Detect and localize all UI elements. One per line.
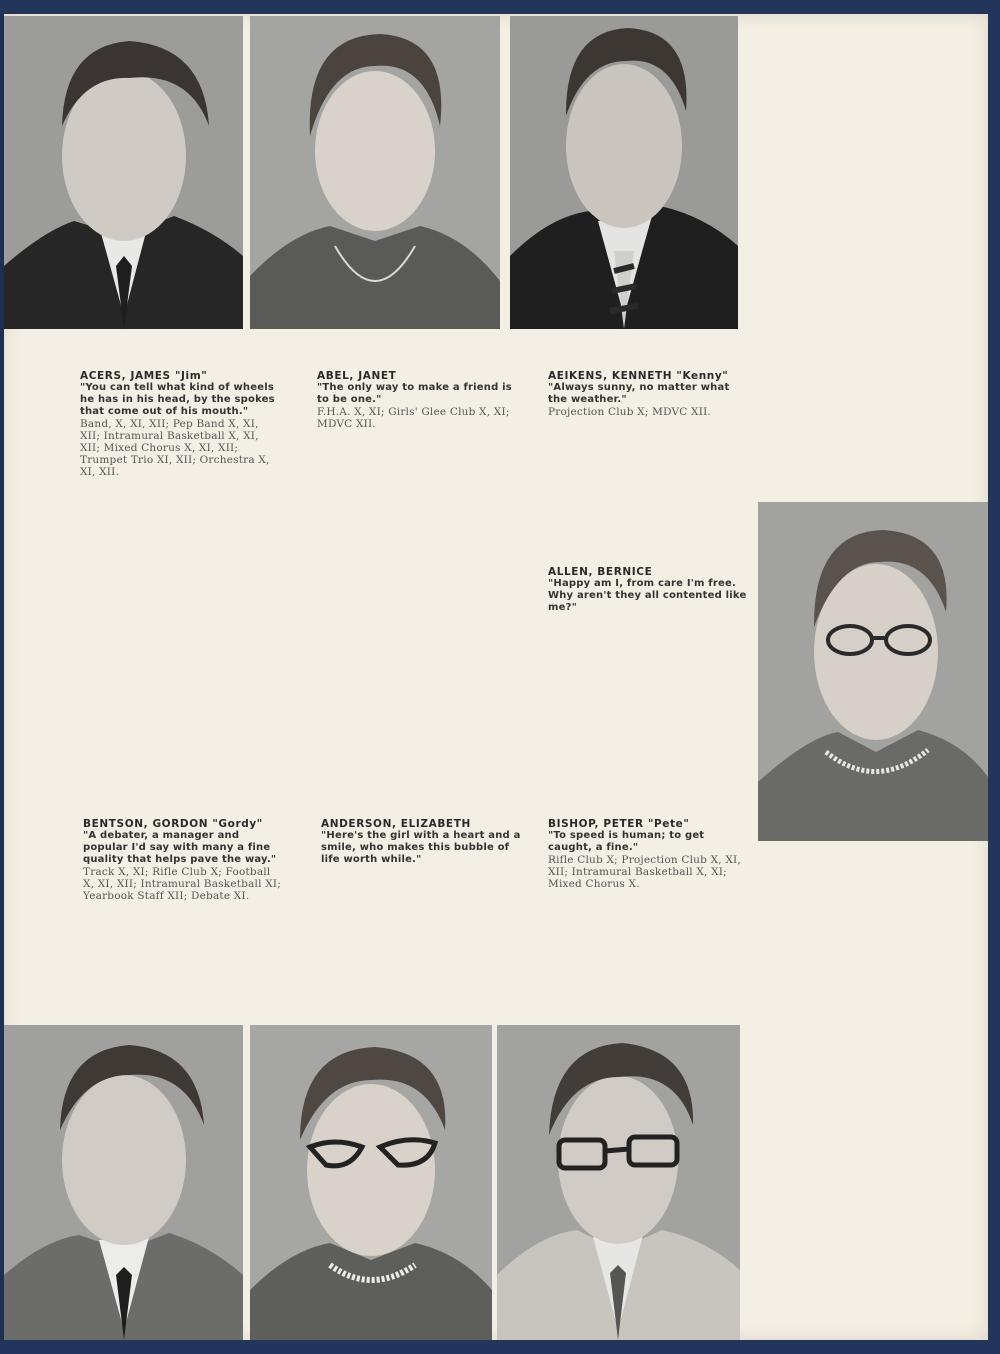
photo-bentson	[4, 1025, 243, 1340]
photo-aeikens	[510, 16, 738, 329]
entry-quote: "The only way to make a friend is to be one."	[317, 382, 512, 405]
portrait-male-tie-icon	[4, 1025, 243, 1340]
entry-name: ALLEN, BERNICE	[548, 566, 653, 578]
portrait-male-suit-icon	[4, 16, 243, 329]
portrait-female-glasses-pearls-icon	[758, 502, 988, 841]
entry-quote: "Always sunny, no matter what the weather."	[548, 382, 730, 405]
binding-bottom	[0, 1340, 1000, 1354]
portrait-male-glasses-icon	[497, 1025, 740, 1340]
entry-activities: Projection Club X; MDVC XII.	[548, 406, 711, 418]
entry-abel	[317, 370, 523, 430]
entry-anderson	[321, 818, 525, 866]
portrait-male-striped-tie-icon	[510, 16, 738, 329]
entry-name: BISHOP, PETER "Pete"	[548, 818, 690, 830]
photo-acers	[4, 16, 243, 329]
entry-name: ANDERSON, ELIZABETH	[321, 818, 471, 830]
photo-abel	[250, 16, 500, 329]
entry-quote: "Happy am I, from care I'm free. Why aren't they all contented like me?"	[548, 578, 747, 613]
entry-quote: "You can tell what kind of wheels he has in his head, by the spokes that come out of his mouth."	[80, 382, 275, 417]
binding-right	[988, 0, 1000, 1354]
entry-quote: "A debater, a manager and popular I'd say with many a fine quality that helps pave the way."	[83, 830, 277, 865]
entry-bishop	[548, 818, 752, 890]
portrait-female-cateye-glasses-icon	[250, 1025, 492, 1340]
entry-name: BENTSON, GORDON "Gordy"	[83, 818, 263, 830]
portrait-female-necklace-icon	[250, 16, 500, 329]
entry-aeikens	[548, 370, 748, 418]
entry-bentson	[83, 818, 283, 902]
entry-allen	[548, 566, 750, 614]
entry-activities: F.H.A. X, XI; Girls' Glee Club X, XI; MDVC XII.	[317, 406, 510, 430]
photo-bishop	[497, 1025, 740, 1340]
binding-top	[0, 0, 1000, 14]
entry-name: ABEL, JANET	[317, 370, 397, 382]
entry-quote: "To speed is human; to get caught, a fine."	[548, 830, 705, 853]
entry-activities: Band, X, XI, XII; Pep Band X, XI, XII; Intramural Basketball X, XI, XII; Mixed Chorus X, XI, XII; Trumpet Trio XI, XII; Orchestra X, XI, XII.	[80, 418, 270, 478]
entry-name: ACERS, JAMES "Jim"	[80, 370, 208, 382]
entry-activities: Rifle Club X; Projection Club X, XI, XII; Intramural Basketball X, XI; Mixed Chorus X.	[548, 854, 741, 890]
photo-anderson	[250, 1025, 492, 1340]
entry-quote: "Here's the girl with a heart and a smile, who makes this bubble of life worth while."	[321, 830, 521, 865]
yearbook-page	[4, 14, 988, 1340]
entry-activities: Track X, XI; Rifle Club X; Football X, XI, XII; Intramural Basketball XI; Yearbook Staff XII; Debate XI.	[83, 866, 281, 902]
entry-name: AEIKENS, KENNETH "Kenny"	[548, 370, 729, 382]
photo-allen	[758, 502, 988, 841]
entry-acers	[80, 370, 280, 478]
